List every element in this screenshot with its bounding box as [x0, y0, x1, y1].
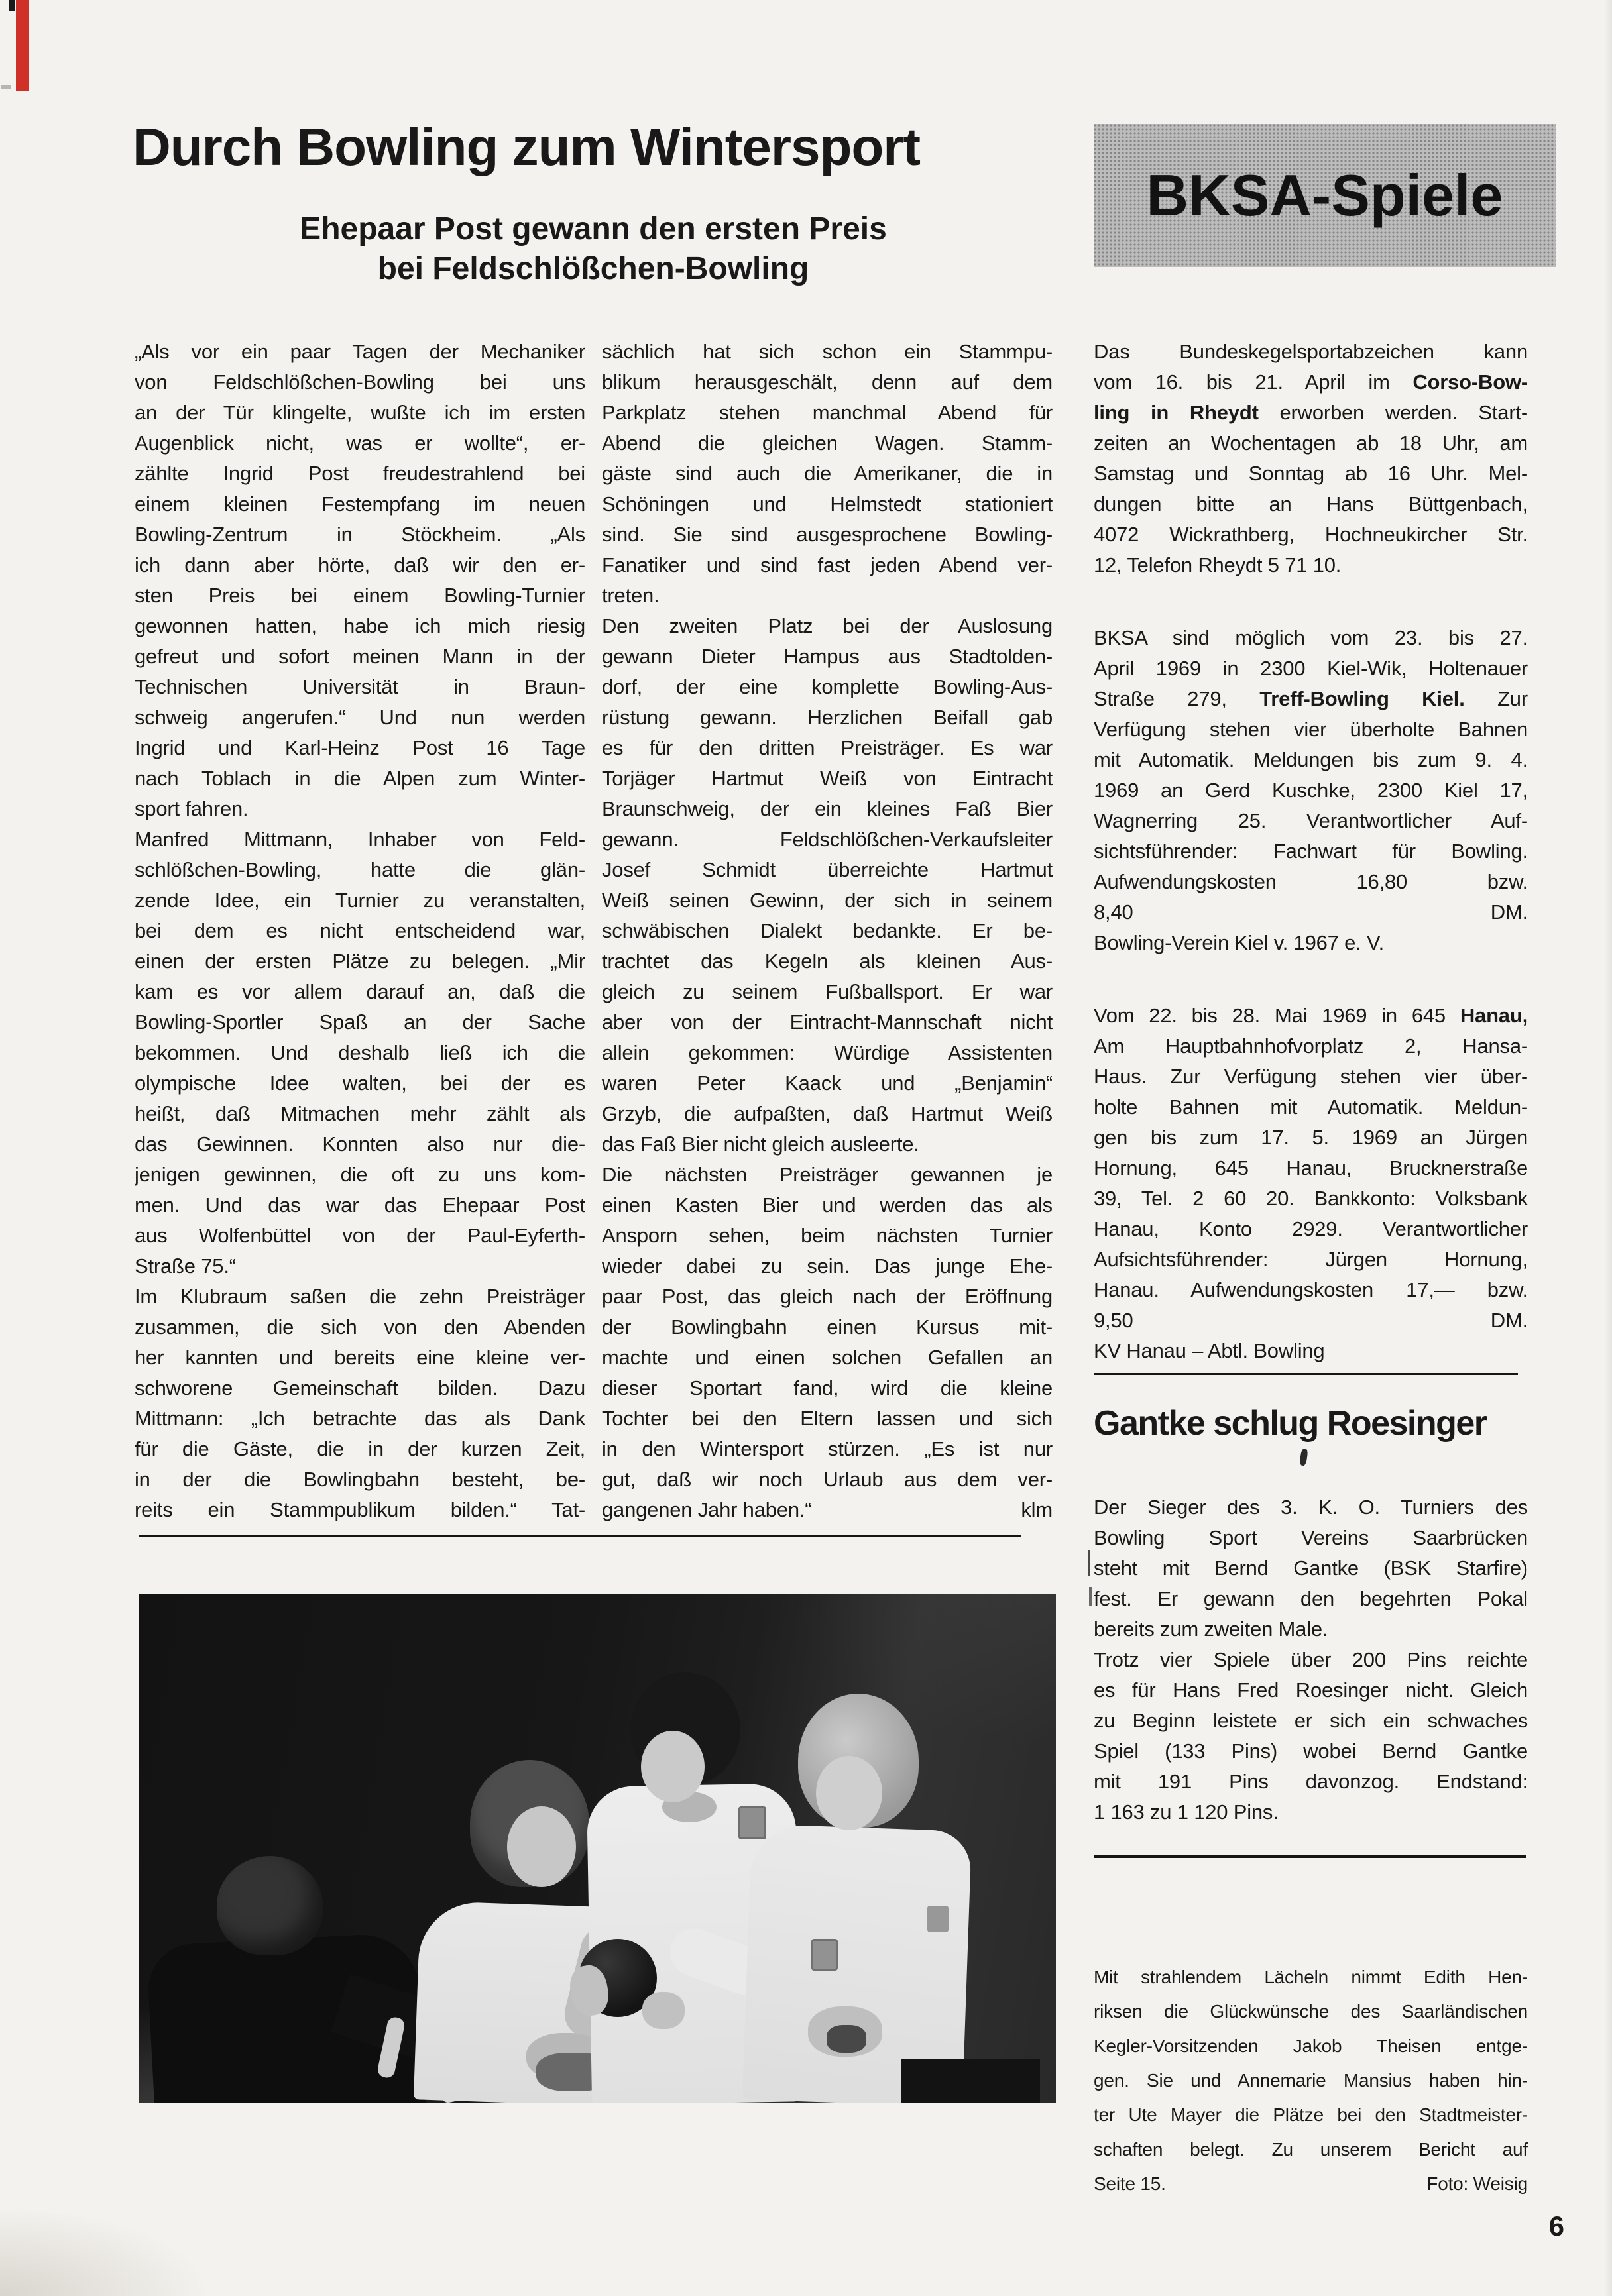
paragraph: [135, 824, 585, 1282]
page-number: 6: [1548, 2211, 1564, 2242]
paragraph: [1094, 1001, 1528, 1366]
text-line: Verfügung stehen vier überholte Bahnen: [1094, 718, 1528, 741]
text-line: ter Ute Mayer die Plätze bei den Stadtmeister-: [1094, 2105, 1528, 2125]
text-line: allein gekommen: Würdige Assistenten: [602, 1041, 1053, 1064]
text-line: Die nächsten Preisträger gewannen je: [602, 1163, 1053, 1186]
text-line: bereits zum zweiten Male.: [1094, 1617, 1328, 1641]
divider-above-caption: [1094, 1855, 1526, 1858]
text-line: 39, Tel. 2 60 20. Bankkonto: Volksbank: [1094, 1187, 1528, 1210]
text-line: Kegler-Vorsitzenden Jakob Theisen entge-: [1094, 2036, 1528, 2056]
text-line: bekommen. Und deshalb ließ ich die: [135, 1041, 585, 1064]
paragraph: [135, 337, 585, 824]
text-line: sind. Sie sind ausgesprochene Bowling-: [602, 523, 1053, 546]
text-line: trachtet das Kegeln als kleinen Aus-: [602, 950, 1053, 973]
text-line: Bowling-Verein Kiel v. 1967 e. V.: [1094, 931, 1385, 954]
text-line: das Faß Bier nicht gleich ausleerte.: [602, 1132, 919, 1156]
text-line: jenigen gewinnen, die oft zu uns kom-: [135, 1163, 585, 1186]
gantke-headline: Gantke schlug Roesinger: [1094, 1404, 1487, 1443]
text-line: sport fahren.: [135, 797, 249, 820]
text-line: einen Kasten Bier und werden das als: [602, 1193, 1053, 1217]
gantke-article-body: [1094, 1492, 1528, 1828]
text-line: fest. Er gewann den begehrten Pokal: [1094, 1587, 1528, 1610]
text-line: 9,50 DM.: [1094, 1309, 1528, 1332]
paragraph: [602, 337, 1053, 611]
text-line: schworene Gemeinschaft bilden. Dazu: [135, 1376, 585, 1399]
photo-woman2-hand: [642, 1992, 685, 2029]
text-line: Bowling-Sportler Spaß an der Sache: [135, 1011, 585, 1034]
text-line: Wagnerring 25. Verantwortlicher Auf-: [1094, 809, 1528, 832]
text-line: schwäbischen Dialekt bedankte. Er be-: [602, 919, 1053, 942]
text-line: machte und einen solchen Gefallen an: [602, 1346, 1053, 1369]
text-line: Das Bundeskegelsportabzeichen kann: [1094, 340, 1528, 363]
text-line: zeiten an Wochentagen ab 18 Uhr, am: [1094, 431, 1528, 455]
article-headline: Durch Bowling zum Wintersport: [133, 117, 921, 176]
text-line: schaften belegt. Zu unserem Bericht auf: [1094, 2139, 1528, 2159]
text-line: gut, daß wir noch Urlaub aus dem ver-: [602, 1468, 1053, 1491]
text-line: „Als vor ein paar Tagen der Mechaniker: [135, 340, 585, 363]
text-line: gefreut und sofort meinen Mann in der: [135, 645, 585, 668]
text-line: mit 191 Pins davonzog. Endstand:: [1094, 1770, 1528, 1793]
text-line: gewonnen hatten, habe ich mich riesig: [135, 614, 585, 637]
paragraph: [135, 1282, 585, 1525]
text-line: an der Tür klingelte, wußte ich im ersten: [135, 401, 585, 424]
text-line: zählte Ingrid Post freudestrahlend bei: [135, 462, 585, 485]
text-line: Seite 15. Foto: Weisig: [1094, 2167, 1528, 2201]
subheadline-line1: Ehepaar Post gewann den ersten Preis: [300, 211, 887, 246]
text-line: Ingrid und Karl-Heinz Post 16 Tage: [135, 736, 585, 759]
text-line: gewann Dieter Hampus aus Stadtolden-: [602, 645, 1053, 668]
photo-woman3-badge: [811, 1939, 838, 1971]
scan-gutter-mark: [1089, 1587, 1092, 1606]
photo-woman1-face: [507, 1806, 576, 1887]
text-line: kam es vor allem darauf an, daß die: [135, 980, 585, 1003]
text-line: her kannten und bereits eine kleine ver-: [135, 1346, 585, 1369]
text-line: Mittmann: „Ich betrachte das als Dank: [135, 1407, 585, 1430]
text-line: bei dem es nicht entscheidend war,: [135, 919, 585, 942]
text-line: vom 16. bis 21. April im Corso-Bow-: [1094, 370, 1528, 394]
text-line: dieser Sportart fand, wird die kleine: [602, 1376, 1053, 1399]
text-line: Parkplatz stehen manchmal Abend für: [602, 401, 1053, 424]
text-line: von Feldschlößchen-Bowling bei uns: [135, 370, 585, 394]
text-line: 1 163 zu 1 120 Pins.: [1094, 1800, 1279, 1824]
text-line: gen. Sie und Annemarie Mansius haben hin-: [1094, 2070, 1528, 2091]
text-line: Im Klubraum saßen die zehn Preisträger: [135, 1285, 585, 1308]
paragraph: [602, 1160, 1053, 1525]
text-line: zu Beginn leistete er sich ein schwaches: [1094, 1709, 1528, 1732]
text-line: Torjäger Hartmut Weiß von Eintracht: [602, 767, 1053, 790]
photo-dark-object: [827, 2025, 866, 2053]
text-line: mit Automatik. Meldungen bis zum 9. 4.: [1094, 748, 1528, 771]
text-line: 12, Telefon Rheydt 5 71 10.: [1094, 553, 1342, 576]
text-line: Der Sieger des 3. K. O. Turniers des: [1094, 1496, 1528, 1519]
text-line: Weiß seinen Gewinn, der sich in seinem: [602, 889, 1053, 912]
text-line: nach Toblach in die Alpen zum Winter-: [135, 767, 585, 790]
text-line: schlößchen-Bowling, hatte die glän-: [135, 858, 585, 881]
text-line: KV Hanau – Abtl. Bowling: [1094, 1339, 1325, 1362]
text-line: Aufwendungskosten 16,80 bzw.: [1094, 870, 1528, 893]
text-line: Ansporn sehen, beim nächsten Turnier: [602, 1224, 1053, 1247]
text-line: gangenen Jahr haben.“ klm: [602, 1495, 1053, 1525]
paragraph: [1094, 623, 1528, 958]
text-line: 4072 Wickrathberg, Hochneukircher Str.: [1094, 523, 1528, 546]
text-line: einen der ersten Plätze zu belegen. „Mir: [135, 950, 585, 973]
text-line: Straße 75.“: [135, 1254, 236, 1278]
text-line: in den Wintersport stürzen. „Es ist nur: [602, 1437, 1053, 1460]
signature: klm: [1021, 1498, 1053, 1521]
text-line: es für Hans Fred Roesinger nicht. Gleich: [1094, 1678, 1528, 1702]
text-line: Samstag und Sonntag ab 16 Uhr. Mel-: [1094, 462, 1528, 485]
text-line: 8,40 DM.: [1094, 901, 1528, 924]
text-line: Schöningen und Helmstedt stationiert: [602, 492, 1053, 516]
text-line: es für den dritten Preisträger. Es war: [602, 736, 1053, 759]
text-line: sten Preis bei einem Bowling-Turnier: [135, 584, 585, 607]
text-line: steht mit Bernd Gantke (BSK Starfire): [1094, 1557, 1528, 1580]
scan-gray-dash: [1, 85, 11, 89]
text-line: BKSA sind möglich vom 23. bis 27.: [1094, 626, 1528, 649]
text-line: in der die Bowlingbahn besteht, be-: [135, 1468, 585, 1491]
text-line: einem kleinen Festempfang im neuen: [135, 492, 585, 516]
text-line: blikum herausgeschält, denn auf dem: [602, 370, 1053, 394]
text-line: zusammen, die sich von den Abenden: [135, 1315, 585, 1339]
signature: Foto: Weisig: [1426, 2173, 1528, 2194]
text-line: April 1969 in 2300 Kiel-Wik, Holtenauer: [1094, 657, 1528, 680]
text-line: gleich zu seinem Fußballsport. Er war: [602, 980, 1053, 1003]
scan-red-mark: [16, 0, 29, 91]
text-line: paar Post, das gleich nach der Eröffnung: [602, 1285, 1053, 1308]
paragraph: [1094, 1492, 1528, 1645]
text-line: Aufsichtsführender: Jürgen Hornung,: [1094, 1248, 1528, 1271]
text-line: Josef Schmidt überreichte Hartmut: [602, 858, 1053, 881]
text-line: Abend die gleichen Wagen. Stamm-: [602, 431, 1053, 455]
bksa-notices-column: [1094, 337, 1528, 1366]
text-line: für die Gäste, die in der kurzen Zeit,: [135, 1437, 585, 1460]
text-line: treten.: [602, 584, 660, 607]
text-line: dungen bitte an Hans Büttgenbach,: [1094, 492, 1528, 516]
text-line: gen bis zum 17. 5. 1969 an Jürgen: [1094, 1126, 1528, 1149]
scan-black-tick: [9, 0, 15, 11]
text-line: Manfred Mittmann, Inhaber von Feld-: [135, 828, 585, 851]
text-line: Vom 22. bis 28. Mai 1969 in 645 Hanau,: [1094, 1004, 1528, 1027]
text-line: Straße 279, Treff-Bowling Kiel. Zur: [1094, 687, 1528, 710]
text-line: heißt, daß Mitmachen mehr zählt als: [135, 1102, 585, 1125]
text-line: Hanau. Aufwendungskosten 17,— bzw.: [1094, 1278, 1528, 1301]
text-line: Hanau, Konto 2929. Verantwortlicher: [1094, 1217, 1528, 1240]
text-line: 1969 an Gerd Kuschke, 2300 Kiel 17,: [1094, 779, 1528, 802]
text-line: Bowling-Zentrum in Stöckheim. „Als: [135, 523, 585, 546]
photo-caption: [1094, 1960, 1528, 2201]
text-line: schweig angerufen.“ Und nun werden: [135, 706, 585, 729]
text-line: Grzyb, die aufpaßten, daß Hartmut Weiß: [602, 1102, 1053, 1125]
text-line: Braunschweig, der ein kleines Faß Bier: [602, 797, 1053, 820]
text-line: der Bowlingbahn einen Kursus mit-: [602, 1315, 1053, 1339]
paragraph: [1094, 1960, 1528, 2201]
text-line: aber von der Eintracht-Mannschaft nicht: [602, 1011, 1053, 1034]
text-line: Spiel (133 Pins) wobei Bernd Gantke: [1094, 1739, 1528, 1763]
text-line: dorf, der eine komplette Bowling-Aus-: [602, 675, 1053, 698]
text-line: Hornung, 645 Hanau, Brucknerstraße: [1094, 1156, 1528, 1179]
text-line: Fanatiker und sind fast jeden Abend ver-: [602, 553, 1053, 576]
article-subheadline: [133, 209, 1054, 289]
paragraph: [1094, 1645, 1528, 1828]
text-line: reits ein Stammpublikum bilden.“ Tat-: [135, 1498, 585, 1521]
text-line: Bowling Sport Vereins Saarbrücken: [1094, 1526, 1528, 1549]
bksa-spiele-banner: [1094, 124, 1556, 267]
paragraph: [602, 611, 1053, 1160]
photo-woman2-face: [641, 1731, 705, 1802]
award-ceremony-photo: [139, 1594, 1056, 2103]
divider-above-photo: [139, 1535, 1021, 1537]
text-line: wieder dabei zu sein. Das junge Ehe-: [602, 1254, 1053, 1278]
text-line: rüstung gewann. Herzlichen Beifall gab: [602, 706, 1053, 729]
text-line: Haus. Zur Verfügung stehen vier über-: [1094, 1065, 1528, 1088]
text-line: Technischen Universität in Braun-: [135, 675, 585, 698]
paragraph: [1094, 337, 1528, 580]
photo-woman3-skirt: [901, 2059, 1040, 2103]
text-line: Am Hauptbahnhofvorplatz 2, Hansa-: [1094, 1034, 1528, 1058]
text-line: gäste sind auch die Amerikaner, die in: [602, 462, 1053, 485]
article-column-2: [602, 337, 1053, 1525]
photo-woman3-face: [816, 1756, 882, 1830]
text-line: ich dann aber hörte, daß wir den er-: [135, 553, 585, 576]
text-line: sächlich hat sich schon ein Stammpu-: [602, 340, 1053, 363]
subheadline-line2: bei Feldschlößchen-Bowling: [377, 251, 809, 286]
text-line: sichtsführender: Fachwart für Bowling.: [1094, 840, 1528, 863]
text-line: das Gewinnen. Konnten also nur die-: [135, 1132, 585, 1156]
divider-above-gantke: [1094, 1373, 1518, 1375]
photo-woman2-badge: [738, 1806, 766, 1839]
text-line: Tochter bei den Eltern lassen und sich: [602, 1407, 1053, 1430]
photo-man-hair: [217, 1856, 323, 1955]
text-line: men. Und das war das Ehepaar Post: [135, 1193, 585, 1217]
text-line: ling in Rheydt erworben werden. Start-: [1094, 401, 1528, 424]
photo-woman3-badge: [927, 1906, 949, 1932]
text-line: zende Idee, ein Turnier zu veranstalten,: [135, 889, 585, 912]
scan-gutter-mark: [1088, 1550, 1090, 1576]
text-line: Augenblick nicht, was er wollte“, er-: [135, 431, 585, 455]
text-line: gewann. Feldschlößchen-Verkaufsleiter: [602, 828, 1053, 851]
text-line: aus Wolfenbüttel von der Paul-Eyferth-: [135, 1224, 585, 1247]
text-line: holte Bahnen mit Automatik. Meldun-: [1094, 1095, 1528, 1119]
bksa-spiele-banner-label: BKSA-Spiele: [1146, 162, 1503, 228]
text-line: Mit strahlendem Lächeln nimmt Edith Hen-: [1094, 1967, 1528, 1987]
article-column-1: [135, 337, 585, 1525]
text-line: waren Peter Kaack und „Benjamin“: [602, 1071, 1053, 1095]
scan-corner-shadow: [0, 2207, 212, 2296]
scan-edge-shadow: [1604, 0, 1612, 2296]
text-line: riksen die Glückwünsche des Saarländischen: [1094, 2001, 1528, 2022]
scan-stray-mark: [1299, 1448, 1308, 1466]
text-line: Den zweiten Platz bei der Auslosung: [602, 614, 1053, 637]
text-line: Trotz vier Spiele über 200 Pins reichte: [1094, 1648, 1528, 1671]
text-line: olympische Idee walten, bei der es: [135, 1071, 585, 1095]
